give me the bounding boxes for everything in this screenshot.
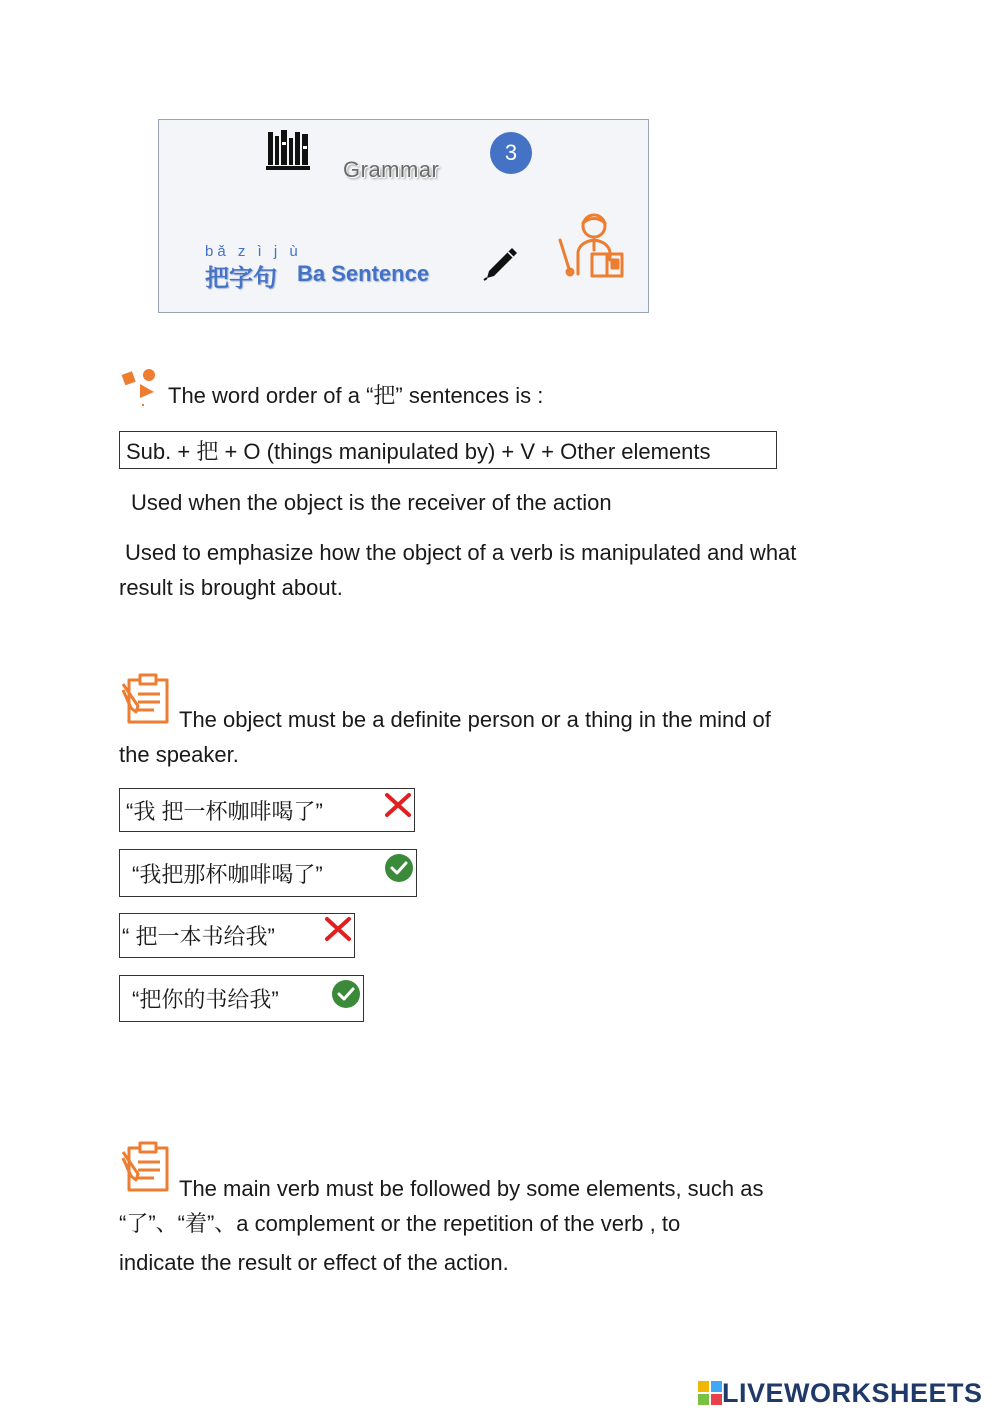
usage-emphasize-line2: result is brought about. [119,575,343,600]
wrong-cross-icon [384,792,412,818]
shapes-icon [120,366,160,406]
correct-check-icon [384,853,414,883]
liveworksheets-brand-text: LIVEWORKSHEETS [722,1377,983,1408]
teacher-reading-icon [556,210,628,280]
bookshelf-icon [266,128,312,172]
clipboard-icon [120,1140,172,1192]
definite-object-rule-line1: The object must be a definite person or a thing in the mind of [179,707,771,732]
clipboard-icon [120,672,172,724]
definite-object-rule-line2: the speaker. [119,742,239,767]
liveworksheets-logo[interactable] [698,1376,983,1410]
correct-check-icon [331,979,361,1009]
usage-emphasize-line1: Used to emphasize how the object of a verb is manipulated and what [125,540,797,565]
pen-icon [482,245,520,281]
grammar-label: Grammar [343,157,440,182]
title-pinyin: bǎ z ì j ù [205,243,302,260]
example-sentence-3: “ 把一本书给我” [119,913,355,958]
word-order-intro: The word order of a “把” sentences is : [168,383,544,408]
title-chinese: 把字句 [205,265,277,292]
verb-elements-rule-line2: “了”、“着”、a complement or the repetition of the verb , to [119,1211,681,1236]
usage-receiver: Used when the object is the receiver of the action [131,490,612,515]
wrong-cross-icon [324,916,352,942]
verb-elements-rule-line3: indicate the result or effect of the action. [119,1250,509,1275]
liveworksheets-logo-icon [698,1381,722,1405]
title-english: Ba Sentence [297,261,430,286]
example-sentence-2: “我把那杯咖啡喝了” [119,849,417,897]
example-sentence-1: “我 把一杯咖啡喝了” [119,788,415,832]
word-order-formula: Sub. + 把 + O (things manipulated by) + V + Other elements [119,431,777,469]
example-sentence-4: “把你的书给我” [119,975,364,1022]
lesson-number-badge: 3 [490,132,532,174]
verb-elements-rule-line1: The main verb must be followed by some elements, such as [179,1176,764,1201]
